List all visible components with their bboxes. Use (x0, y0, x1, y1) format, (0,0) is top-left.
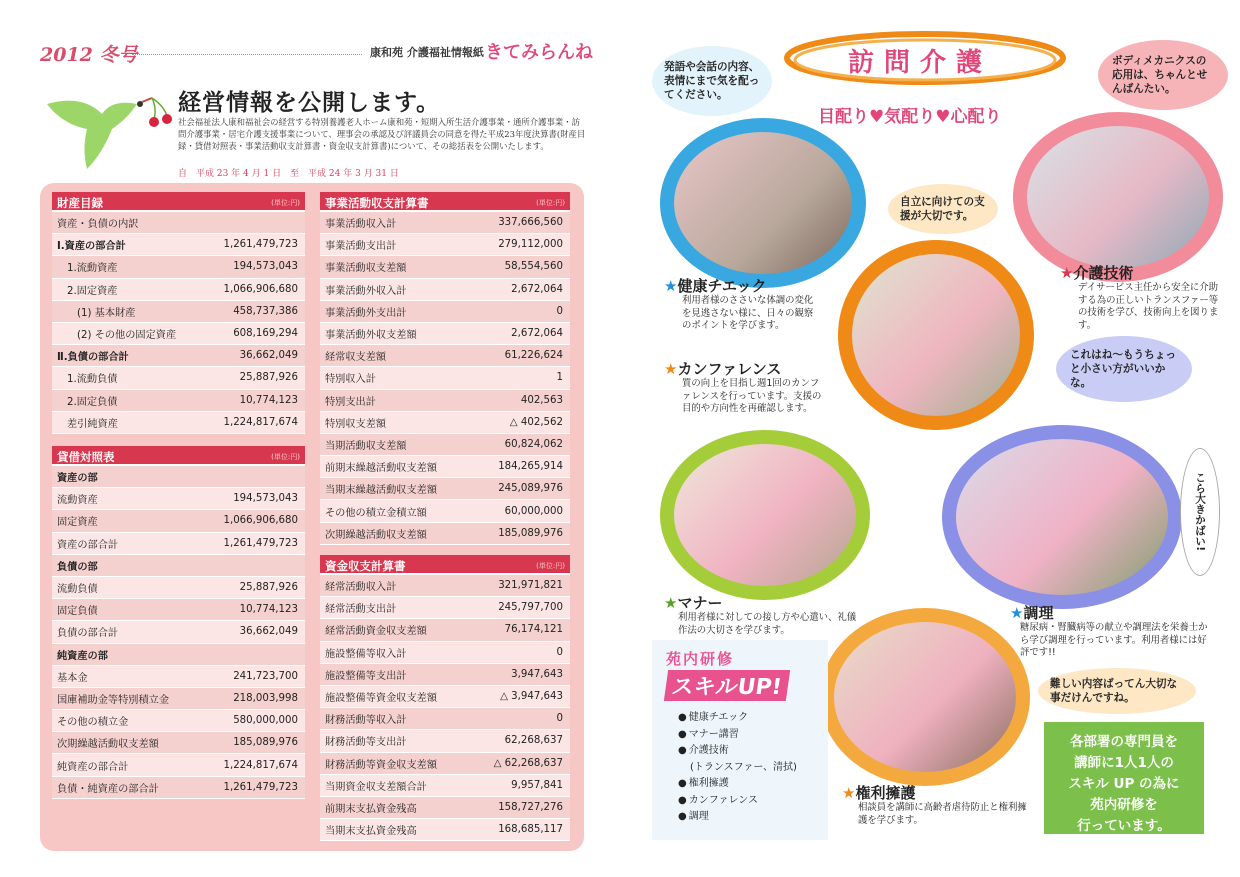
intro-text: 社会福祉法人康和福祉会の経営する特別養護老人ホーム康和苑・短期入所生活介護事業・通所介護事業・訪問介護事業・居宅介護支援事業について、理事会の承認及び評議員会の同意を得た平成23年度決算書(財産目録・貸借対照表・事業活動収支計算書・資金収支計算書)について、その総括表を公開いたします。 (178, 117, 586, 151)
green-note-line: スキル UP の為に (1068, 776, 1180, 792)
table-row (52, 390, 305, 412)
table-row (52, 279, 305, 301)
row-label: 負債の部合計 (57, 628, 119, 640)
banner-title: 訪問介護 (848, 48, 993, 78)
row-label: 経常活動資金収支差額 (325, 626, 427, 638)
row-label: 前期末支払資金残高 (325, 803, 417, 815)
row-value: 60,000,000 (504, 505, 563, 517)
row-value: 3,947,643 (511, 668, 563, 680)
table-row (320, 478, 570, 500)
bubble-4-text: これはね～もうちょっと小さい方がいいかな。 (1070, 349, 1176, 389)
row-label: 特別支出計 (325, 396, 376, 408)
table-row (320, 256, 570, 278)
bubble-2-text: ボディメカニクスの応用は、ちゃんとせんばんたい。 (1112, 55, 1208, 95)
row-label: 事業活動外収入計 (325, 285, 407, 297)
row-label: 施設整備等資金収支差額 (325, 693, 438, 705)
table-row (52, 644, 305, 666)
row-value: 9,957,841 (511, 779, 563, 791)
row-label: 施設整備等支出計 (325, 670, 407, 682)
table-row (52, 599, 305, 621)
row-value: 279,112,000 (498, 239, 563, 251)
table-row (52, 533, 305, 555)
row-label: 当期末繰越活動収支差額 (325, 485, 438, 497)
row-label: 負債の部 (57, 561, 98, 573)
table-row (52, 323, 305, 345)
row-value: 184,265,914 (498, 461, 563, 473)
table-row (52, 234, 305, 256)
table-row (320, 279, 570, 301)
photo-chouri (942, 425, 1182, 609)
green-note-line: 行っています。 (1077, 818, 1171, 834)
row-label: 純資産の部 (57, 650, 108, 662)
table-zaisan (52, 192, 305, 434)
row-value: 218,003,998 (233, 692, 298, 704)
slogan (818, 102, 1002, 127)
bubble-4 (1056, 336, 1192, 402)
table-row (320, 575, 570, 597)
row-value: 1,261,479,723 (223, 781, 298, 793)
row-value: 36,662,049 (239, 350, 298, 362)
row-value: 1,261,479,723 (223, 537, 298, 549)
star-icon: ★ (1010, 604, 1024, 622)
table-row (320, 730, 570, 752)
row-value: 1,066,906,680 (223, 283, 298, 295)
row-label: 経常収支差額 (325, 352, 387, 364)
unit-label: (単位:円) (536, 562, 565, 570)
row-label: 2.固定負債 (67, 396, 118, 408)
table-row (52, 577, 305, 599)
row-value: 0 (556, 713, 563, 725)
table-row (52, 621, 305, 643)
table-row (320, 390, 570, 412)
section-manner-title: ★マナー (664, 594, 723, 612)
row-value: 1 (556, 372, 563, 384)
row-value: 1,066,906,680 (223, 515, 298, 527)
section-chouri-title: ★調理 (1010, 604, 1054, 622)
table-row (52, 688, 305, 710)
table-header (52, 446, 305, 466)
row-label: 財務活動等資金収支差額 (325, 759, 438, 771)
green-note-line: 苑内研修を (1090, 797, 1158, 813)
section-manner-text: 利用者様に対しての接し方や心遣い、礼儀作法の大切さを学びます。 (678, 612, 857, 636)
row-label: 当期活動収支差額 (325, 440, 407, 452)
issue-label: 2012 冬号 (40, 44, 138, 66)
row-value: 245,797,700 (498, 602, 563, 614)
table-row (320, 708, 570, 730)
row-label: その他の積立金積立額 (325, 507, 427, 519)
bubble-1 (652, 46, 772, 116)
row-value: 0 (556, 305, 563, 317)
row-label: 資産の部合計 (57, 539, 119, 551)
row-value: 10,774,123 (239, 394, 298, 406)
table-row (52, 466, 305, 488)
row-label: 負債・純資産の部合計 (57, 783, 159, 795)
table-row (52, 777, 305, 799)
row-label: 資産の部 (57, 473, 98, 485)
row-label: 1.流動負債 (67, 374, 118, 386)
section-chouri-text: 糖尿病・腎臓病等の献立や調理法を栄養士から学び調理を行っています。利用者様には好評です!! (1020, 622, 1208, 658)
row-label: 経常活動支出計 (325, 604, 397, 616)
table-row (320, 619, 570, 641)
section-kenri-text: 相談員を講師に高齢者虐待防止と権利擁護を学びます。 (858, 802, 1027, 826)
row-value: 168,685,117 (498, 824, 563, 836)
row-value: 61,226,624 (504, 350, 563, 362)
bubble-1-text: 発語や会話の内容、表情にまで気を配ってください。 (664, 61, 760, 101)
row-value: 1,224,817,674 (223, 759, 298, 771)
table-row (52, 367, 305, 389)
row-value: 36,662,049 (239, 626, 298, 638)
table-row (52, 666, 305, 688)
star-icon: ★ (1060, 264, 1074, 282)
magazine-title: きてみらんね (485, 42, 593, 63)
org-label: 康和苑 介護福祉情報紙 (370, 46, 484, 59)
green-note-line: 各部署の専門員を (1070, 734, 1178, 750)
unit-label: (単位:円) (536, 199, 565, 207)
training-subtitle: スキルUP! (664, 670, 790, 701)
section-kenkou-text: 利用者様のささいな体調の変化を見逃さない様に、日々の観察のポイントを学びます。 (682, 295, 814, 331)
star-icon: ★ (664, 594, 678, 612)
row-label: 次期繰越活動収支差額 (325, 529, 427, 541)
heart-icon: ♥ (935, 107, 951, 127)
table-row (320, 345, 570, 367)
photo-conf (838, 240, 1034, 430)
table-title: 資金収支計算書 (325, 559, 406, 573)
table-title: 財産目録 (57, 196, 103, 210)
row-label: 流動負債 (57, 584, 98, 596)
row-value: 580,000,000 (233, 715, 298, 727)
row-value: 60,824,062 (504, 438, 563, 450)
table-row (52, 732, 305, 754)
header-rule (132, 54, 362, 55)
row-label: 純資産の部合計 (57, 761, 129, 773)
row-label: 事業活動収支差額 (325, 263, 407, 275)
training-title: 苑内研修 (666, 650, 735, 668)
table-row (320, 301, 570, 323)
table-row (320, 212, 570, 234)
row-value: 2,672,064 (511, 328, 563, 340)
row-value: 458,737,386 (233, 305, 298, 317)
row-label: 当期末支払資金残高 (325, 826, 417, 838)
row-value: 402,563 (520, 394, 563, 406)
table-row (320, 234, 570, 256)
row-label: 基本金 (57, 672, 88, 684)
section-kaigo-text: デイサービス主任から安全に介助する為の正しいトランスファー等の技術を学び、技術向上を図ります。 (1078, 282, 1219, 331)
row-value: △ 402,562 (509, 416, 563, 428)
row-label: 当期資金収支差額合計 (325, 781, 427, 793)
section-conf-text: 質の向上を目指し週1回のカンファレンスを行っています。支援の目的や方向性を再確認します。 (682, 378, 822, 414)
training-item: ● 調理 (678, 809, 797, 826)
row-label: 特別収支差額 (325, 418, 387, 430)
row-label: 1.流動資産 (67, 263, 118, 275)
row-value: 185,089,976 (233, 737, 298, 749)
photo-kenkou (660, 118, 866, 288)
row-label: 事業活動支出計 (325, 241, 397, 253)
row-label: 国庫補助金等特別積立金 (57, 694, 170, 706)
table-row (320, 456, 570, 478)
table-row (320, 642, 570, 664)
slogan-2: 気配り (884, 107, 936, 127)
row-label: 経常活動収入計 (325, 582, 397, 594)
section-kaigo-title: ★介護技術 (1060, 264, 1134, 282)
photo-kaigo (1013, 112, 1223, 282)
row-label: Ⅰ.資産の部合計 (57, 241, 126, 253)
table-row (52, 488, 305, 510)
table-header (52, 192, 305, 212)
green-note-line: 講師に1人1人の (1074, 755, 1174, 771)
table-row (52, 555, 305, 577)
table-row (52, 754, 305, 776)
training-item: ● 介護技術 (678, 743, 797, 760)
photo-manner (660, 430, 870, 600)
page-title: 経営情報を公開します。 (178, 89, 441, 116)
section-kenri-title: ★権利擁護 (842, 784, 916, 802)
row-label: 流動資産 (57, 495, 98, 507)
unit-label: (単位:円) (271, 199, 300, 207)
training-item: ● 権利擁護 (678, 776, 797, 793)
row-value: 337,666,560 (498, 217, 563, 229)
row-value: 10,774,123 (239, 604, 298, 616)
table-taishaku (52, 446, 305, 799)
table-row (52, 256, 305, 278)
table-jigyou (320, 192, 570, 545)
section-kenkou-title: ★健康チエック (664, 277, 767, 295)
table-row (320, 753, 570, 775)
row-label: 差引純資産 (67, 418, 118, 430)
row-value: 194,573,043 (233, 493, 298, 505)
table-header (320, 555, 570, 575)
table-row (52, 212, 305, 234)
bubble-6 (1038, 668, 1196, 714)
period-text: 自 平成 23 年 4 月 1 日 至 平成 24 年 3 月 31 日 (178, 169, 399, 179)
row-label: (2) その他の固定資産 (77, 330, 177, 342)
star-icon: ★ (842, 784, 856, 802)
row-value: 608,169,294 (233, 328, 298, 340)
table-row (52, 301, 305, 323)
bubble-3-text: 自立に向けての支援が大切です。 (900, 196, 985, 222)
bubble-6-text: 難しい内容ばってん大切な事だけんですね。 (1050, 678, 1178, 704)
table-title: 貸借対照表 (57, 450, 115, 464)
training-item: ● カンファレンス (678, 793, 797, 810)
row-value: △ 62,268,637 (493, 757, 563, 769)
table-row (52, 412, 305, 434)
row-label: 事業活動外収支差額 (325, 330, 417, 342)
table-row (52, 345, 305, 367)
training-list (678, 710, 797, 826)
training-box (652, 640, 828, 840)
row-value: 1,224,817,674 (223, 416, 298, 428)
table-row (52, 710, 305, 732)
bubble-3 (888, 184, 998, 234)
table-row (320, 434, 570, 456)
table-row (320, 500, 570, 522)
row-value: 76,174,121 (504, 624, 563, 636)
row-label: その他の積立金 (57, 717, 129, 729)
row-label: 2.固定資産 (67, 285, 118, 297)
row-value: △ 3,947,643 (500, 691, 563, 703)
section-conf-title: ★カンファレンス (664, 360, 782, 378)
table-row (320, 775, 570, 797)
row-label: 資産・負債の内訳 (57, 219, 139, 231)
heart-icon: ♥ (869, 107, 885, 127)
row-label: 次期繰越活動収支差額 (57, 739, 159, 751)
row-label: 固定資産 (57, 517, 98, 529)
row-value: 25,887,926 (239, 582, 298, 594)
row-value: 0 (556, 646, 563, 658)
star-icon: ★ (664, 360, 678, 378)
bird-cherry-illustration (42, 74, 182, 174)
row-value: 25,887,926 (239, 372, 298, 384)
training-item-note: (トランスファー、清拭) (690, 761, 797, 773)
star-icon: ★ (664, 277, 678, 295)
table-row (320, 323, 570, 345)
table-row (320, 523, 570, 545)
row-label: 事業活動収入計 (325, 219, 397, 231)
row-value: 2,672,064 (511, 283, 563, 295)
right-page (620, 0, 1240, 877)
row-label: 財務活動等収入計 (325, 715, 407, 727)
bubble-5 (1180, 448, 1220, 576)
table-row (320, 664, 570, 686)
bubble-2 (1098, 40, 1228, 110)
table-title: 事業活動収支計算書 (325, 196, 429, 210)
table-row (320, 797, 570, 819)
slogan-1: 目配り (818, 107, 869, 127)
table-row (320, 597, 570, 619)
slogan-3: 心配り (950, 107, 1002, 127)
table-row (320, 367, 570, 389)
row-value: 158,727,276 (498, 801, 563, 813)
row-label: 事業活動外支出計 (325, 307, 407, 319)
training-item: ● マナー講習 (678, 727, 797, 744)
row-label: (1) 基本財産 (77, 307, 136, 319)
table-shikin (320, 555, 570, 841)
row-label: 固定負債 (57, 606, 98, 618)
row-label: 財務活動等支出計 (325, 737, 407, 749)
row-label: 特別収入計 (325, 374, 376, 386)
unit-label: (単位:円) (271, 453, 300, 461)
row-value: 245,089,976 (498, 483, 563, 495)
row-value: 58,554,560 (504, 261, 563, 273)
bubble-5-text: こら大きかばい! (1194, 472, 1206, 552)
table-row (320, 412, 570, 434)
row-label: 施設整備等収入計 (325, 648, 407, 660)
row-value: 194,573,043 (233, 261, 298, 273)
green-note-box (1044, 722, 1204, 834)
table-row (320, 819, 570, 841)
row-value: 321,971,821 (498, 580, 563, 592)
table-row (52, 510, 305, 532)
table-row (320, 686, 570, 708)
row-value: 241,723,700 (233, 670, 298, 682)
row-value: 1,261,479,723 (223, 239, 298, 251)
row-value: 185,089,976 (498, 527, 563, 539)
row-value: 62,268,637 (504, 735, 563, 747)
row-label: 前期末繰越活動収支差額 (325, 463, 438, 475)
row-label: Ⅱ.負債の部合計 (57, 352, 129, 364)
table-header (320, 192, 570, 212)
training-item: ● 健康チエック (678, 710, 797, 727)
